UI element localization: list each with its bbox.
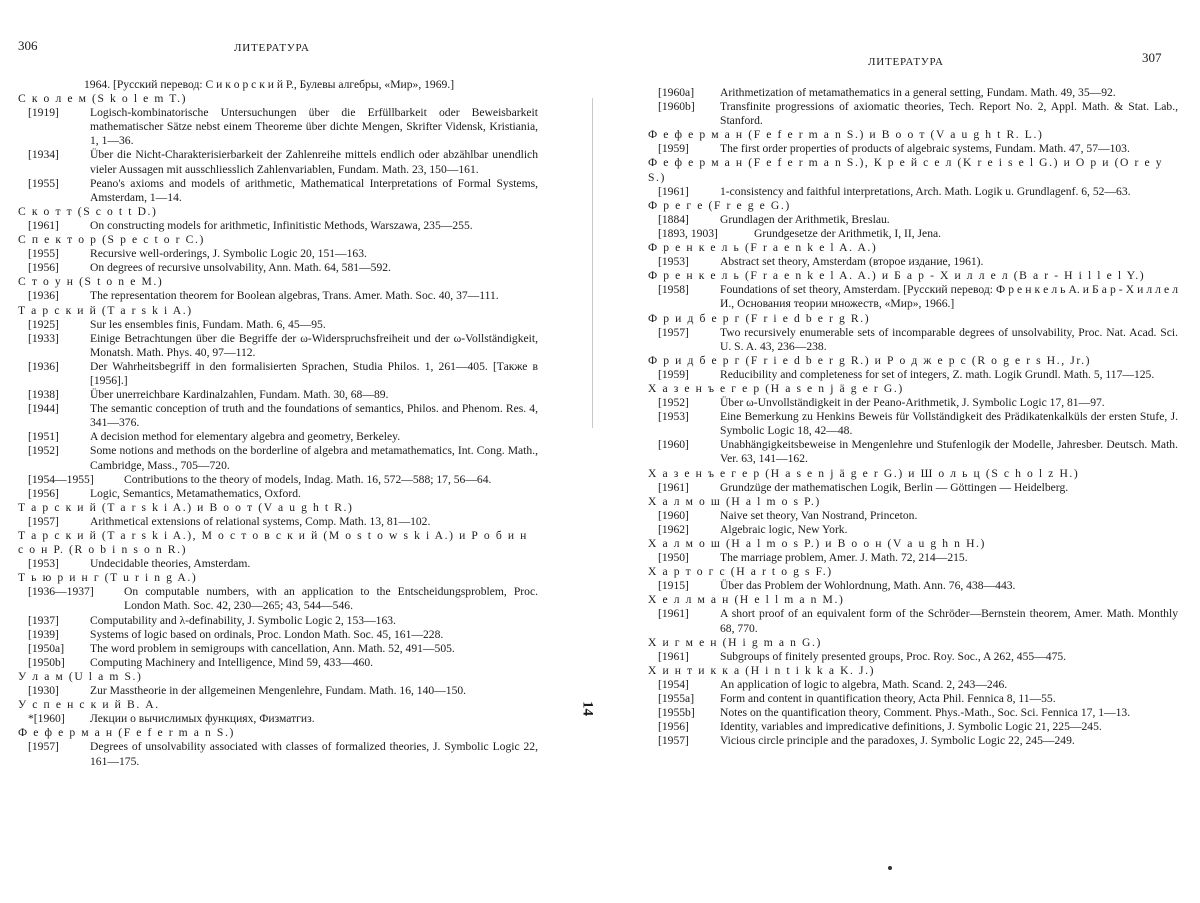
page-number-left: 306 — [18, 38, 38, 53]
entry-year: [1960b] — [658, 100, 695, 114]
entry-text: Foundations of set theory, Amsterdam. [Русский перевод: Ф р е н к е л ь А. и Б а р - Х и л л е л И., Основания теории множеств, «Мир», 1966.] — [720, 283, 1178, 311]
entry-text: A decision method for elementary algebra and geometry, Berkeley. — [90, 430, 401, 444]
bibliography-entry — [648, 86, 1178, 100]
bibliography-entry — [18, 289, 538, 303]
author-heading: Ф е ф е р м а н (F e f e r m a n S.), К р е й с е л (K r e i s e l G.) и О р и (O r e y S.) — [648, 156, 1164, 184]
entry-text: Subgroups of finitely presented groups, Proc. Roy. Soc., A 262, 455—475. — [720, 649, 1067, 663]
entry-text: 1-consistency and faithful interpretations, Arch. Math. Logik u. Grundlagenf. 6, 52—63. — [720, 184, 1131, 198]
bibliography-entry — [18, 642, 538, 656]
author-heading: Ф р и д б е р г (F r i e d b e r g R.) и Р о д ж е р с (R o g e r s H., Jr.) — [648, 353, 1092, 367]
author-heading: Ф р е г е (F r e g e G.) — [648, 198, 791, 212]
author-block — [18, 205, 538, 233]
continuation-entries — [648, 86, 1178, 128]
author-block — [18, 501, 538, 529]
entry-year: [1955] — [28, 176, 59, 190]
entry-text: Logisch-kombinatorische Untersuchungen über die Erfüllbarkeit oder Beweisbarkeit mathematischer Sätze nebst einem Theoreme über dichte Mengen, Skrifter Vidensk, Kristiania, 1, 1—36. — [90, 106, 538, 148]
entry-year: [1950a] — [28, 641, 65, 655]
bibliography-entry — [18, 148, 538, 176]
entry-text: Degrees of unsolvability associated with classes of formalized theories, J. Symbolic Logic 22, 161—175. — [90, 740, 538, 768]
author-block — [18, 275, 538, 303]
entry-text: Transfinite progressions of axiomatic theories, Tech. Report No. 2, Appl. Math. & Stat. Lab., Stanford. — [720, 100, 1178, 128]
entry-year: [1951] — [28, 430, 59, 444]
entry-year: [1915] — [658, 579, 689, 593]
entry-year: [1950b] — [28, 655, 65, 669]
bibliography-entry — [18, 388, 538, 402]
entry-year: [1934] — [28, 148, 59, 162]
entry-year: [1957] — [658, 325, 689, 339]
author-block — [18, 726, 538, 768]
entry-text: The marriage problem, Amer. J. Math. 72, 214—215. — [720, 551, 968, 565]
entry-text: The semantic conception of truth and the foundations of semantics, Philos. and Phenom. Res. 4, 341—376. — [90, 402, 538, 430]
entry-text: Arithmetization of metamathematics in a general setting, Fundam. Math. 49, 35—92. — [720, 86, 1116, 99]
bibliography-entry — [648, 213, 1178, 227]
entry-text: A short proof of an equivalent form of the Schröder—Bernstein theorem, Amer. Math. Monthly 68, 770. — [720, 607, 1178, 635]
author-block — [648, 636, 1178, 664]
bibliography-entry — [648, 255, 1178, 269]
bibliography-entry — [648, 396, 1178, 410]
entry-text: Abstract set theory, Amsterdam (второе издание, 1961). — [720, 255, 984, 269]
bibliography-entry — [648, 227, 1178, 241]
entry-year: [1950] — [658, 551, 689, 565]
entry-text: The representation theorem for Boolean algebras, Trans. Amer. Math. Soc. 40, 37—111. — [90, 289, 499, 303]
entry-text: On computable numbers, with an application to the Entscheidungsproblem, Proc. London Math. Soc. 42, 230—265; 43, 544—546. — [124, 585, 538, 613]
running-head-left: ЛИТЕРАТУРА — [234, 42, 310, 54]
bibliography-entry — [18, 473, 538, 487]
entry-year: [1954] — [658, 677, 689, 691]
author-heading: Ф р е н к е л ь (F r a e n k e l A. A.) и Б а р - Х и л л е л (B a r - H i l l e l Y.) — [648, 269, 1146, 283]
bibliography-entry — [18, 177, 538, 205]
author-heading: С к о л е м (S k o l e m T.) — [18, 92, 188, 106]
entry-year: [1956] — [658, 720, 689, 734]
bibliography-list-left — [18, 78, 538, 769]
entry-year: [1955] — [28, 247, 59, 261]
entry-text: Vicious circle principle and the paradoxes, J. Symbolic Logic 22, 245—249. — [720, 734, 1075, 748]
bibliography-entry — [18, 515, 538, 529]
author-heading: Х а л м о ш (H a l m o s P.) — [648, 494, 821, 508]
bibliography-entry — [18, 106, 538, 148]
entry-year: [1954—1955] — [28, 472, 94, 486]
entry-year: [1925] — [28, 317, 59, 331]
author-block — [18, 571, 538, 670]
author-blocks-right — [648, 128, 1178, 748]
signature-mark: 14 — [579, 701, 596, 716]
bibliography-entry — [18, 402, 538, 430]
entry-year: [1958] — [658, 283, 689, 297]
bibliography-entry — [648, 283, 1178, 311]
bibliography-list-right — [648, 86, 1178, 748]
author-heading: Х а з е н ъ е г е р (H a s e n j ä g e r G.) — [648, 381, 904, 395]
author-block — [18, 233, 538, 275]
author-heading: С к о т т (S c o t t D.) — [18, 204, 158, 218]
entry-text: Grundgesetze der Arithmetik, I, II, Jena. — [754, 226, 942, 240]
entry-text: Computability and λ-definability, J. Symbolic Logic 2, 153—163. — [90, 613, 396, 627]
bibliography-entry — [18, 318, 538, 332]
bibliography-entry — [648, 481, 1178, 495]
entry-text: Some notions and methods on the borderline of algebra and metamathematics, Int. Cong. Math., Cambridge, Mass., 705—720. — [90, 444, 538, 472]
entry-text: Grundzüge der mathematischen Logik, Berlin — Göttingen — Heidelberg. — [720, 480, 1069, 494]
entry-text: Computing Machinery and Intelligence, Mind 59, 433—460. — [90, 655, 374, 669]
entry-year: [1952] — [658, 396, 689, 410]
entry-text: Peano's axioms and models of arithmetic, Mathematical Interpretations of Formal Systems, Amsterdam, 1—14. — [90, 176, 538, 204]
author-block — [648, 565, 1178, 593]
entry-year: [1957] — [28, 514, 59, 528]
entry-year: [1959] — [658, 142, 689, 156]
author-heading: С п е к т о р (S p e c t o r C.) — [18, 233, 205, 247]
entry-year: [1953] — [658, 410, 689, 424]
entry-year: [1957] — [28, 740, 59, 754]
entry-text: Sur les ensembles finis, Fundam. Math. 6, 45—95. — [90, 317, 326, 331]
entry-text: Algebraic logic, New York. — [720, 522, 848, 536]
entry-text: Systems of logic based on ordinals, Proc. London Math. Soc. 45, 161—228. — [90, 627, 444, 641]
entry-text: Zur Masstheorie in der allgemeinen Mengenlehre, Fundam. Math. 16, 140—150. — [90, 684, 467, 698]
author-heading: С т о у н (S t o n e M.) — [18, 275, 164, 289]
entry-text: Notes on the quantification theory, Comment. Phys.-Math., Soc. Sci. Fennica 17, 1—13. — [720, 706, 1131, 720]
entry-year: [1953] — [28, 557, 59, 571]
author-block — [648, 537, 1178, 565]
bibliography-entry — [648, 368, 1178, 382]
right-page — [600, 0, 1200, 903]
page-number-right: 307 — [1142, 50, 1162, 65]
entry-text: Undecidable theories, Amsterdam. — [90, 557, 251, 571]
entry-year: [1952] — [28, 444, 59, 458]
entry-year: [1939] — [28, 627, 59, 641]
author-heading: Х и н т и к к а (H i n t i k k a K. J.) — [648, 663, 876, 677]
entry-text: Über das Problem der Wohlordnung, Math. Ann. 76, 438—443. — [720, 579, 1016, 593]
author-block — [18, 670, 538, 698]
bibliography-entry — [648, 326, 1178, 354]
entry-year: [1961] — [658, 184, 689, 198]
author-block — [18, 698, 538, 726]
bibliography-entry — [18, 487, 538, 501]
entry-year: [1930] — [28, 684, 59, 698]
gutter-divider — [592, 98, 593, 428]
author-block — [18, 304, 538, 501]
entry-text: Contributions to the theory of models, Indag. Math. 16, 572—588; 17, 56—64. — [124, 472, 492, 486]
entry-text: Identity, variables and impredicative definitions, J. Symbolic Logic 21, 225—245. — [720, 720, 1102, 734]
bibliography-entry — [648, 185, 1178, 199]
bibliography-entry — [648, 579, 1178, 593]
author-block — [648, 593, 1178, 635]
entry-text: Naive set theory, Van Nostrand, Princeton. — [720, 508, 918, 522]
entry-text: Reducibility and completeness for set of integers, Z. math. Logik Grundl. Math. 5, 117—125. — [720, 367, 1155, 381]
bibliography-entry — [18, 261, 538, 275]
entry-text: Arithmetical extensions of relational systems, Comp. Math. 13, 81—102. — [90, 514, 431, 528]
bibliography-entry — [648, 438, 1178, 466]
entry-text: Über ω-Unvollständigkeit in der Peano-Arithmetik, J. Symbolic Logic 17, 81—97. — [720, 396, 1105, 410]
entry-year: [1938] — [28, 388, 59, 402]
author-block — [648, 664, 1178, 749]
entry-text: Über unerreichbare Kardinalzahlen, Fundam. Math. 30, 68—89. — [90, 388, 389, 402]
bibliography-entry — [18, 557, 538, 571]
author-heading: Т а р с к и й (T a r s k i A.) — [18, 303, 193, 317]
entry-year: [1961] — [658, 480, 689, 494]
author-block — [18, 92, 538, 205]
bibliography-entry — [648, 720, 1178, 734]
author-heading: Х е л л м а н (H e l l m a n M.) — [648, 593, 845, 607]
entry-year: [1953] — [658, 255, 689, 269]
bibliography-entry — [648, 678, 1178, 692]
entry-text: On degrees of recursive unsolvability, Ann. Math. 64, 581—592. — [90, 261, 391, 275]
bibliography-entry — [648, 100, 1178, 128]
author-block — [18, 529, 538, 571]
bibliography-entry — [648, 523, 1178, 537]
bibliography-entry — [18, 360, 538, 388]
entry-text: Лекции о вычислимых функциях, Физматгиз. — [90, 712, 315, 726]
author-heading: Х а р т о г с (H a r t o g s F.) — [648, 565, 833, 579]
entry-year: [1919] — [28, 106, 59, 120]
entry-year: [1936] — [28, 359, 59, 373]
entry-year: [1961] — [658, 649, 689, 663]
author-block — [648, 128, 1178, 156]
bibliography-entry — [18, 712, 538, 726]
entry-year: [1956] — [28, 261, 59, 275]
bibliography-entry — [18, 614, 538, 628]
entry-year: [1956] — [28, 486, 59, 500]
author-heading: Ф е ф е р м а н (F e f e r m a n S.) и В о о т (V a u g h t R. L.) — [648, 128, 1044, 142]
entry-text: Recursive well-orderings, J. Symbolic Logic 20, 151—163. — [90, 247, 367, 261]
left-page — [0, 0, 590, 903]
entry-year: [1959] — [658, 367, 689, 381]
author-heading: Ф р и д б е р г (F r i e d b e r g R.) — [648, 311, 871, 325]
bibliography-entry — [18, 247, 538, 261]
entry-year: [1960] — [658, 508, 689, 522]
entry-text: Über die Nicht-Charakterisierbarkeit der Zahlenreihe mittels endlich oder abzählbar unendlich vieler Aussagen mit ausschliesslich Zahlenvariablen, Fundam. Math. 23, 150—161. — [90, 148, 538, 176]
bibliography-entry — [18, 430, 538, 444]
bibliography-entry — [18, 656, 538, 670]
entry-year: [1937] — [28, 613, 59, 627]
bibliography-entry — [648, 706, 1178, 720]
entry-year: [1955b] — [658, 706, 695, 720]
bibliography-entry — [648, 142, 1178, 156]
running-head-right: ЛИТЕРАТУРА — [868, 56, 944, 68]
entry-year: [1961] — [658, 607, 689, 621]
author-block — [648, 241, 1178, 269]
entry-year: [1960] — [658, 438, 689, 452]
bibliography-entry — [18, 585, 538, 613]
bibliography-entry — [18, 740, 538, 768]
entry-year: [1933] — [28, 331, 59, 345]
author-block — [648, 269, 1178, 311]
entry-year: [1957] — [658, 734, 689, 748]
author-heading: Т ь ю р и н г (T u r i n g A.) — [18, 571, 198, 585]
entry-text: Der Wahrheitsbegriff in den formalisierten Sprachen, Studia Philos. 1, 261—405. [Также в [1956].] — [90, 359, 538, 387]
author-blocks-left — [18, 92, 538, 769]
entry-text: Eine Bemerkung zu Henkins Beweis für Vollständigkeit des Prädikatenkalküls der ersten Stufe, J. Symbolic Logic 18, 42—48. — [720, 410, 1178, 438]
author-block — [648, 467, 1178, 495]
bibliography-entry — [648, 509, 1178, 523]
author-heading: Х а з е н ъ е г е р (H a s e n j ä g e r G.) и Ш о л ь ц (S c h o l z H.) — [648, 466, 1080, 480]
author-block — [648, 495, 1178, 537]
bibliography-entry — [648, 692, 1178, 706]
bibliography-entry — [648, 734, 1178, 748]
author-block — [648, 199, 1178, 241]
entry-text: Form and content in quantification theory, Acta Phil. Fennica 8, 11—55. — [720, 692, 1056, 706]
entry-year: [1962] — [658, 522, 689, 536]
bibliography-entry — [648, 650, 1178, 664]
bibliography-entry — [18, 684, 538, 698]
author-heading: Х а л м о ш (H a l m o s P.) и В о о н (V a u g h n H.) — [648, 537, 987, 550]
entry-text: Einige Betrachtungen über die Begriffe der ω-Widerspruchsfreiheit und der ω-Vollständigkeit, Monatsh. Math. Phys. 40, 97—112. — [90, 331, 538, 359]
entry-year: [1936—1937] — [28, 585, 94, 599]
entry-year: [1884] — [658, 212, 689, 226]
author-block — [648, 156, 1178, 198]
entry-text: Unabhängigkeitsbeweise in Mengenlehre und Stufenlogik der Modelle, Jahresber. Deutsch. Math. Ver. 63, 141—162. — [720, 438, 1178, 466]
author-block — [648, 382, 1178, 467]
entry-year: [1961] — [28, 218, 59, 232]
entry-text: On constructing models for arithmetic, Infinitistic Methods, Warszawa, 235—255. — [90, 218, 473, 232]
entry-year: [1944] — [28, 402, 59, 416]
bibliography-entry — [648, 410, 1178, 438]
entry-year: *[1960] — [28, 712, 65, 726]
author-heading: Ф р е н к е л ь (F r a e n k e l A. A.) — [648, 241, 878, 255]
entry-year: [1955a] — [658, 692, 695, 706]
bibliography-entry — [18, 444, 538, 472]
bibliography-entry — [648, 607, 1178, 635]
entry-text: The word problem in semigroups with cancellation, Ann. Math. 52, 491—505. — [90, 641, 455, 655]
bibliography-entry — [648, 551, 1178, 565]
author-heading: Ф е ф е р м а н (F e f e r m a n S.) — [18, 726, 235, 740]
author-heading: Х и г м е н (H i g m a n G.) — [648, 635, 822, 649]
entry-text: Two recursively enumerable sets of incomparable degrees of unsolvability, Proc. Nat. Acad. Sci. U. S. A. 43, 236—238. — [720, 325, 1178, 353]
bibliography-entry — [18, 628, 538, 642]
entry-text: The first order properties of products of algebraic systems, Fundam. Math. 47, 57—103. — [720, 142, 1130, 156]
entry-year: [1960a] — [658, 86, 695, 99]
entry-text: Logic, Semantics, Metamathematics, Oxford. — [90, 486, 301, 500]
author-heading: У с п е н с к и й В. А. — [18, 698, 160, 712]
author-heading: Т а р с к и й (T a r s k i A.), М о с т о в с к и й (M o s t o w s k i A.) и Р о б и н с о н Р. (R o b i n s o n R.) — [18, 529, 528, 557]
decorative-dot — [888, 866, 892, 870]
entry-text: An application of logic to algebra, Math. Scand. 2, 243—246. — [720, 677, 1008, 691]
author-block — [648, 354, 1178, 382]
author-block — [648, 312, 1178, 354]
author-heading: Т а р с к и й (T a r s k i A.) и В о о т (V a u g h t R.) — [18, 500, 354, 514]
entry-year: [1893, 1903] — [658, 226, 718, 240]
bibliography-entry — [18, 332, 538, 360]
entry-year: [1936] — [28, 289, 59, 303]
continuation-text: 1964. [Русский перевод: С и к о р с к и й Р., Булевы алгебры, «Мир», 1969.] — [84, 78, 455, 91]
entry-text: Grundlagen der Arithmetik, Breslau. — [720, 212, 890, 226]
author-heading: У л а м (U l a m S.) — [18, 669, 143, 683]
bibliography-entry — [18, 219, 538, 233]
